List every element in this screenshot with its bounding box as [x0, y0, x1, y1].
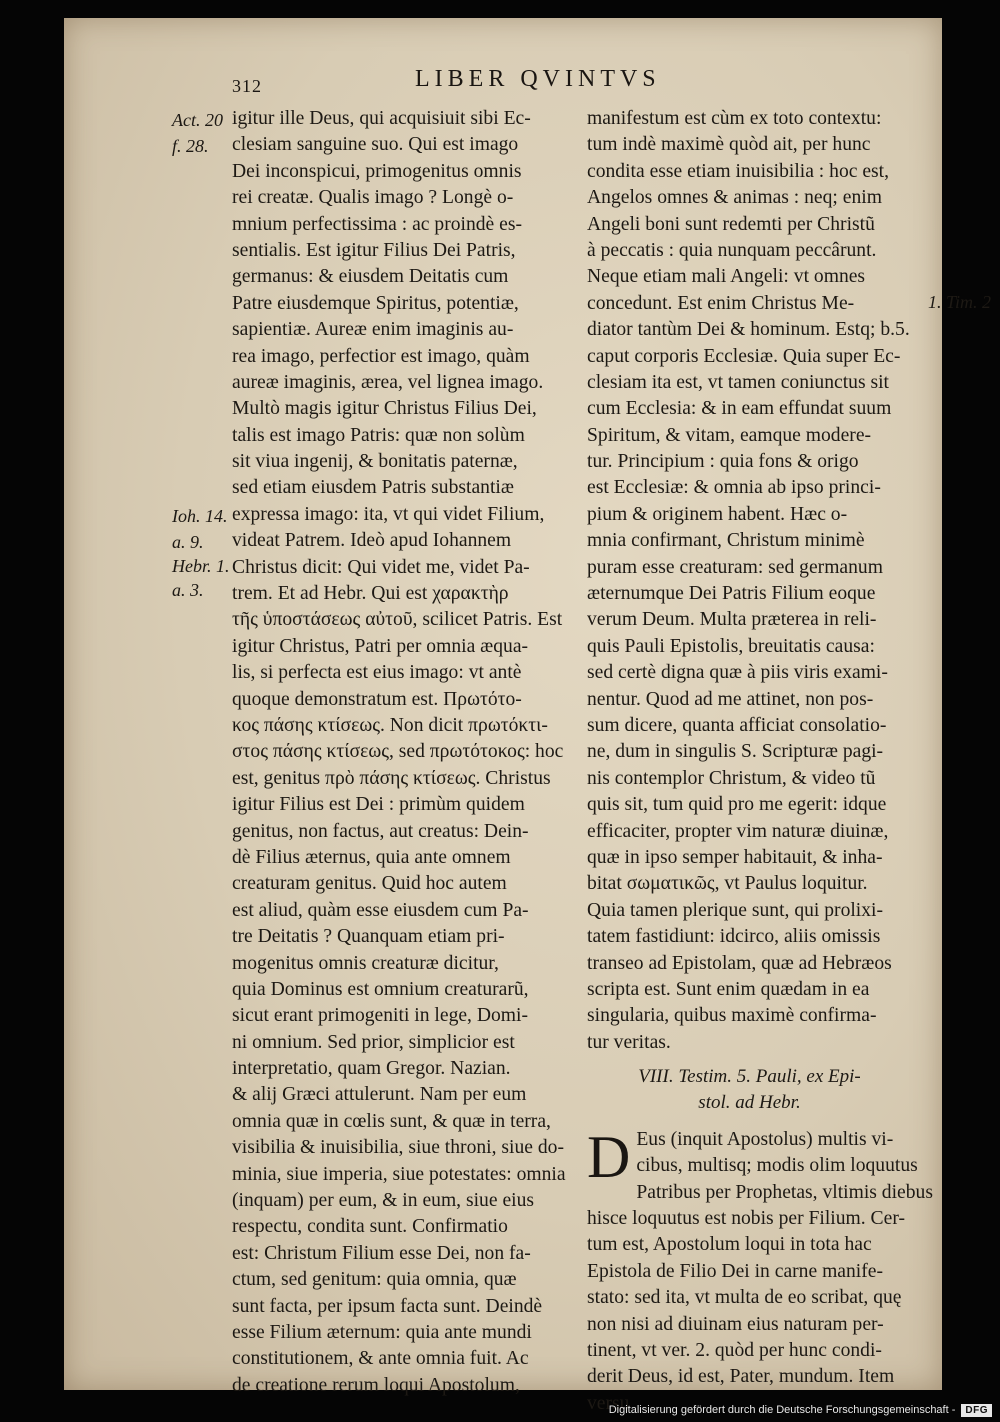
text-line: aureæ imaginis, ærea, vel lignea imago.: [232, 371, 544, 393]
text-line: ni omnium. Sed prior, simplicior est: [232, 1031, 515, 1053]
text-line: caput corporis Ecclesiæ. Quia super Ec-: [587, 345, 901, 367]
text-line: quæ in ipso semper habitauit, & inha-: [587, 846, 883, 868]
text-line: ne, dum in singulis S. Scripturæ pagi-: [587, 741, 884, 763]
margin-note-tim: 1. Tim. 2: [928, 292, 992, 312]
text-line: sed etiam eiusdem Patris substantiæ: [232, 477, 514, 499]
text-line: tinent, vt ver. 2. quòd per hunc condi-: [587, 1339, 882, 1361]
text-line: trem. Et ad Hebr. Qui est χαρακτὴρ: [232, 583, 509, 605]
text-line: talis est imago Patris: quæ non solùm: [232, 424, 525, 446]
text-line: ctum, sed genitum: quia omnia, quæ: [232, 1269, 517, 1291]
text-line: sed certè digna quæ à piis viris exami-: [587, 662, 888, 684]
text-line: interpretatio, quam Gregor. Nazian.: [232, 1058, 511, 1080]
text-line: mogenitus omnis creaturæ dicitur,: [232, 952, 499, 974]
right-column-text: [587, 106, 912, 1056]
text-line: sicut erant primogeniti in lege, Domi-: [232, 1005, 529, 1027]
text-line: constitutionem, & ante omnia fuit. Ac: [232, 1348, 529, 1370]
text-line: esse Filium æternum: quia ante mundi: [232, 1321, 532, 1343]
digitization-footer: [0, 1398, 996, 1422]
text-line: sit viua ingenij, & bonitatis paternæ,: [232, 451, 518, 473]
text-line: Quia tamen plerique sunt, qui prolixi-: [587, 899, 884, 921]
margin-note-hebr: Hebr. 1.: [172, 556, 230, 576]
text-line: visibilia & inuisibilia, siue throni, siue do-: [232, 1137, 564, 1159]
text-line: nentur. Quod ad me attinet, non pos-: [587, 688, 874, 710]
text-line: versu: [587, 1392, 630, 1414]
text-line: quis Pauli Epistolis, breuitatis causa:: [587, 635, 875, 657]
text-line: στος πάσης κτίσεως, sed πρωτότοκος: hoc: [232, 741, 564, 763]
text-line: mnia confirmant, Christum minimè: [587, 530, 865, 552]
text-line: sentialis. Est igitur Filius Dei Patris,: [232, 239, 516, 261]
text-line: Eus (inquit Apostolus) multis vi-: [636, 1128, 894, 1150]
text-line: à peccatis : quia nunquam peccârunt.: [587, 239, 877, 261]
text-line: sum dicere, quanta afficiat consolatio-: [587, 714, 887, 736]
text-line: quoque demonstratum est. Πρωτότο-: [232, 688, 522, 710]
text-line: mnium perfectissima : ac proindè es-: [232, 213, 523, 235]
text-line: Spiritum, & vitam, eamque modere-: [587, 424, 872, 446]
left-column: [232, 106, 582, 1399]
margin-note-hebr-verse: a. 3.: [172, 580, 204, 600]
text-line: manifestum est cùm ex toto contextu:: [587, 108, 882, 129]
dfg-logo: DFG: [961, 1404, 992, 1417]
page-number: 312: [232, 76, 262, 96]
text-line: tum est, Apostolum loqui in tota hac: [587, 1234, 872, 1256]
text-line: puram esse creaturam: sed germanum: [587, 556, 883, 578]
text-line: est: Christum Filium esse Dei, non fa-: [232, 1242, 531, 1264]
text-line: bitat σωματικῶς, vt Paulus loquitur.: [587, 873, 868, 895]
text-line: Multò magis igitur Christus Filius Dei,: [232, 398, 537, 420]
text-line: verum Deum. Multa præterea in reli-: [587, 609, 877, 631]
text-line: stato: sed ita, vt multa de eo scribat, quę: [587, 1287, 902, 1309]
text-line: est Ecclesiæ: & omnia ab ipso princi-: [587, 477, 881, 499]
text-line: est, genitus πρὸ πάσης κτίσεως. Christus: [232, 767, 551, 789]
text-line: rei creatæ. Qualis imago ? Longè o-: [232, 187, 514, 209]
text-line: concedunt. Est enim Christus Me-: [587, 292, 855, 314]
text-line: Patribus per Prophetas, vltimis diebus: [636, 1181, 933, 1203]
text-line: rea imago, perfectior est imago, quàm: [232, 345, 530, 367]
text-line: tre Deitatis ? Quanquam etiam pri-: [232, 926, 505, 948]
text-line: condita esse etiam inuisibilia : hoc est,: [587, 160, 890, 182]
text-line: & alij Græci attulerunt. Nam per eum: [232, 1084, 527, 1106]
text-line: expressa imago: ita, vt qui videt Filium,: [232, 503, 545, 525]
text-line: cibus, multisq; modis olim loquutus: [636, 1155, 918, 1177]
text-line: sapientiæ. Aureæ enim imaginis au-: [232, 319, 514, 341]
margin-note-act: Act. 20: [172, 110, 223, 130]
section-body: [587, 1123, 933, 1417]
text-line: Epistola de Filio Dei in carne manife-: [587, 1260, 883, 1282]
text-line: igitur Filius est Dei : primùm quidem: [232, 794, 525, 816]
text-line: (inquam) per eum, & in eum, siue eius: [232, 1190, 535, 1212]
text-line: genitus, non factus, aut creatus: Dein-: [232, 820, 529, 842]
text-line: germanus: & eiusdem Deitatis cum: [232, 266, 509, 288]
text-line: Angelos omnes & animas : neq; enim: [587, 187, 882, 209]
text-line: cum Ecclesia: & in eam effundat suum: [587, 398, 892, 420]
text-line: clesiam ita est, vt tamen coniunctus sit: [587, 371, 890, 393]
text-line: pium & originem habent. Hæc o-: [587, 503, 848, 525]
text-line: minia, siue imperia, siue potestates: omnia: [232, 1163, 566, 1185]
text-line: τῆς ὑποστάσεως αὐτοῦ, scilicet Patris. Est: [232, 609, 563, 631]
text-line: igitur Christus, Patri per omnia æqua-: [232, 635, 529, 657]
text-line: tur. Principium : quia fons & origo: [587, 451, 859, 473]
section-heading-line: VIII. Testim. 5. Pauli, ex Epi-: [638, 1066, 861, 1088]
section-heading: [587, 1064, 912, 1117]
section-heading-line: stol. ad Hebr.: [698, 1092, 801, 1114]
text-line: quia Dominus est omnium creaturarũ,: [232, 978, 529, 1000]
text-line: scripta est. Sunt enim quædam in ea: [587, 978, 870, 1000]
text-line: transeo ad Epistolam, quæ ad Hebræos: [587, 952, 892, 974]
drop-cap: D: [587, 1123, 631, 1190]
text-line: clesiam sanguine suo. Qui est imago: [232, 134, 519, 156]
text-line: igitur ille Deus, qui acquisiuit sibi Ec-: [232, 108, 531, 129]
text-line: tatem fastidiunt: idcirco, aliis omissis: [587, 926, 881, 948]
text-line: quis sit, tum quid pro me egerit: idque: [587, 794, 887, 816]
margin-note-act-verse: f. 28.: [172, 136, 209, 156]
text-line: videat Patrem. Ideò apud Iohannem: [232, 530, 512, 552]
text-line: Christus dicit: Qui videt me, videt Pa-: [232, 556, 530, 578]
text-line: respectu, condita sunt. Confirmatio: [232, 1216, 508, 1238]
text-line: æternumque Dei Patris Filium eoque: [587, 583, 876, 605]
text-line: sunt facta, per ipsum facta sunt. Deindè: [232, 1295, 543, 1317]
footer-text: Digitalisierung gefördert durch die Deutsche Forschungsgemeinschaft -: [608, 1404, 956, 1416]
text-line: diator tantùm Dei & hominum. Estq; b.5.: [587, 319, 910, 341]
left-column-text: [232, 106, 582, 1399]
running-head: LIBER QVINTVS: [415, 66, 661, 92]
text-line: est aliud, quàm esse eiusdem cum Pa-: [232, 899, 529, 921]
text-line: Angeli boni sunt redemti per Christũ: [587, 213, 875, 235]
text-line: creaturam genitus. Quid hoc autem: [232, 873, 507, 895]
text-line: κος πάσης κτίσεως. Non dicit πρωτόκτι-: [232, 714, 548, 736]
text-line: Dei inconspicui, primogenitus omnis: [232, 160, 522, 182]
text-line: hisce loquutus est nobis per Filium. Cer-: [587, 1208, 905, 1230]
text-line: tum indè maximè quòd ait, per hunc: [587, 134, 871, 156]
text-line: Neque etiam mali Angeli: vt omnes: [587, 266, 866, 288]
text-line: de creatione rerum loqui Apostolum,: [232, 1374, 520, 1396]
text-line: omnia quæ in cœlis sunt, & quæ in terra,: [232, 1110, 551, 1132]
margin-note-joh-verse: a. 9.: [172, 532, 204, 552]
text-line: tur veritas.: [587, 1031, 671, 1053]
section-body-text: [587, 1123, 933, 1417]
text-line: lis, si perfecta est eius imago: vt antè: [232, 662, 522, 684]
right-column: [587, 106, 933, 1417]
text-line: derit Deus, id est, Pater, mundum. Item: [587, 1366, 895, 1388]
text-line: Patre eiusdemque Spiritus, potentiæ,: [232, 292, 519, 314]
text-line: nis contemplor Christum, & video tũ: [587, 767, 876, 789]
text-line: non nisi ad diuinam eius naturam per-: [587, 1313, 884, 1335]
text-line: dè Filius æternus, quia ante omnem: [232, 846, 511, 868]
text-line: efficaciter, propter vim naturæ diuinæ,: [587, 820, 889, 842]
margin-note-joh: Ioh. 14.: [172, 506, 228, 526]
text-line: singularia, quibus maximè confirma-: [587, 1005, 877, 1027]
